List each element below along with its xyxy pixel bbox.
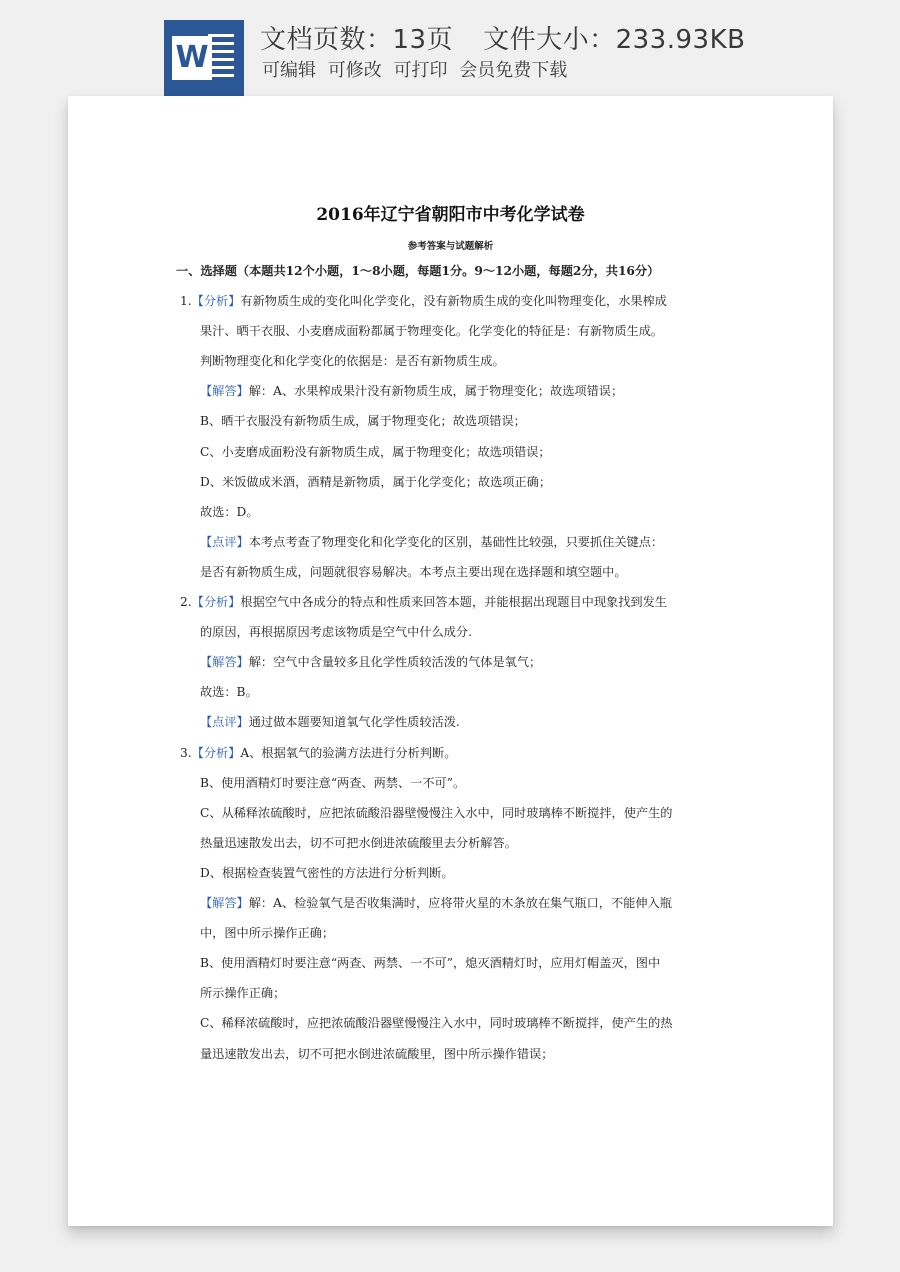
word-document-icon xyxy=(164,20,244,96)
section-tag: 【分析】 xyxy=(191,595,241,609)
page-title: 2016年辽宁省朝阳市中考化学试卷 xyxy=(316,205,585,225)
text-line xyxy=(200,803,672,823)
section-tag: 【解答】 xyxy=(200,896,249,910)
line-text: 热量迅速散发出去，切不可把水倒进浓硫酸里去分析解答。 xyxy=(200,835,517,850)
text-line xyxy=(200,411,526,431)
page-count: 文档页数：13页 xyxy=(260,25,454,55)
section-tag: 【分析】 xyxy=(191,745,241,760)
page-subtitle: 参考答案与试题解析 xyxy=(407,241,494,252)
line-text: 判断物理变化和化学变化的依据是：是否有新物质生成。 xyxy=(200,354,505,369)
line-text: 本考点考查了物理变化和化学变化的区别，基础性比较强，只要抓住关键点： xyxy=(248,534,664,549)
feature-printable: 可打印 xyxy=(393,60,448,81)
text-line xyxy=(200,682,258,702)
text-line xyxy=(180,592,667,612)
word-letter-badge: W xyxy=(172,36,212,80)
line-text: B、晒干衣服没有新物质生成，属于物理变化；故选项错误； xyxy=(200,414,526,429)
section-tag: 【分析】 xyxy=(191,294,241,308)
line-text: B、使用酒精灯时要注意“两查、两禁、一不可”，熄灭酒精灯时，应用灯帽盖灭，图中 xyxy=(200,956,661,971)
line-text: D、米饭做成米酒，酒精是新物质，属于化学变化；故选项正确； xyxy=(200,474,552,489)
text-line xyxy=(200,381,623,401)
text-line xyxy=(200,532,663,552)
line-text: C、小麦磨成面粉没有新物质生成，属于物理变化；故选项错误； xyxy=(200,444,551,459)
line-text: B、使用酒精灯时要注意“两查、两禁、一不可”。 xyxy=(200,775,466,790)
line-text: 中，图中所示操作正确； xyxy=(200,926,335,941)
section-tag: 【解答】 xyxy=(200,384,249,399)
text-line xyxy=(200,893,672,913)
line-text: 解：空气中含量较多且化学性质较活泼的气体是氧气； xyxy=(248,655,542,670)
text-line xyxy=(200,833,517,853)
line-text: 故选：B。 xyxy=(200,685,258,700)
text-line xyxy=(200,502,259,522)
line-text: D、根据检查装置气密性的方法进行分析判断。 xyxy=(200,865,454,880)
text-line xyxy=(200,1044,553,1064)
text-line xyxy=(200,442,551,462)
text-line xyxy=(200,953,660,973)
text-line xyxy=(200,773,465,793)
section-tag: 【点评】 xyxy=(200,715,249,730)
text-line xyxy=(200,321,663,341)
text-line xyxy=(200,983,285,1003)
line-text: 通过做本题要知道氧气化学性质较活泼. xyxy=(248,715,460,730)
file-info-line xyxy=(260,19,745,56)
feature-list xyxy=(262,56,573,82)
text-line xyxy=(200,652,541,672)
line-text: 量迅速散发出去，切不可把水倒进浓硫酸里，图中所示操作错误； xyxy=(200,1046,554,1061)
section-tag: 【点评】 xyxy=(200,534,249,549)
feature-modifiable: 可修改 xyxy=(327,60,382,81)
section-tag: 【解答】 xyxy=(200,655,249,670)
text-line xyxy=(200,1013,672,1033)
question-number: 2. xyxy=(180,595,192,609)
line-text: 的原因，再根据原因考虑该物质是空气中什么成分. xyxy=(200,625,472,640)
text-line xyxy=(200,472,551,492)
line-text: C、从稀释浓硫酸时，应把浓硫酸沿器壁慢慢注入水中，同时玻璃棒不断搅拌，使产生的 xyxy=(200,805,673,820)
text-line xyxy=(200,923,334,943)
line-text: 是否有新物质生成，问题就很容易解决。本考点主要出现在选择题和填空题中。 xyxy=(200,564,627,579)
text-line xyxy=(200,562,627,582)
line-text: 解：A、检验氧气是否收集满时，应将带火星的木条放在集气瓶口，不能伸入瓶 xyxy=(248,896,672,910)
section-heading: 一、选择题（本题共12个小题，1～8小题，每题1分。9～12小题，每题2分，共16分） xyxy=(176,264,660,278)
line-text: 所示操作正确； xyxy=(200,986,286,1001)
question-number: 1. xyxy=(180,294,192,308)
line-text: 解：A、水果榨成果汁没有新物质生成，属于物理变化；故选项错误； xyxy=(248,384,624,399)
text-line xyxy=(180,291,667,311)
download-banner xyxy=(0,0,900,100)
line-text: 果汁、晒干衣服、小麦磨成面粉都属于物理变化。化学变化的特征是：有新物质生成。 xyxy=(200,324,664,339)
line-text: 有新物质生成的变化叫化学变化，没有新物质生成的变化叫物理变化，水果榨成 xyxy=(240,294,667,308)
text-line xyxy=(180,743,456,763)
line-text: 故选：D。 xyxy=(200,504,259,519)
feature-member-download: 会员免费下载 xyxy=(459,60,568,81)
line-text: 根据空气中各成分的特点和性质来回答本题，并能根据出现题目中现象找到发生 xyxy=(240,595,667,609)
document-page xyxy=(68,96,833,1226)
text-line xyxy=(200,712,460,732)
question-number: 3. xyxy=(180,745,192,760)
feature-editable: 可编辑 xyxy=(262,60,316,81)
file-size: 文件大小：233.93KB xyxy=(483,25,746,55)
text-line xyxy=(200,351,505,371)
text-line xyxy=(200,622,472,642)
line-text: C、稀释浓硫酸时，应把浓硫酸沿器壁慢慢注入水中，同时玻璃棒不断搅拌，使产生的热 xyxy=(200,1016,673,1031)
line-text: A、根据氧气的验满方法进行分析判断。 xyxy=(240,745,457,760)
text-line xyxy=(200,863,454,883)
